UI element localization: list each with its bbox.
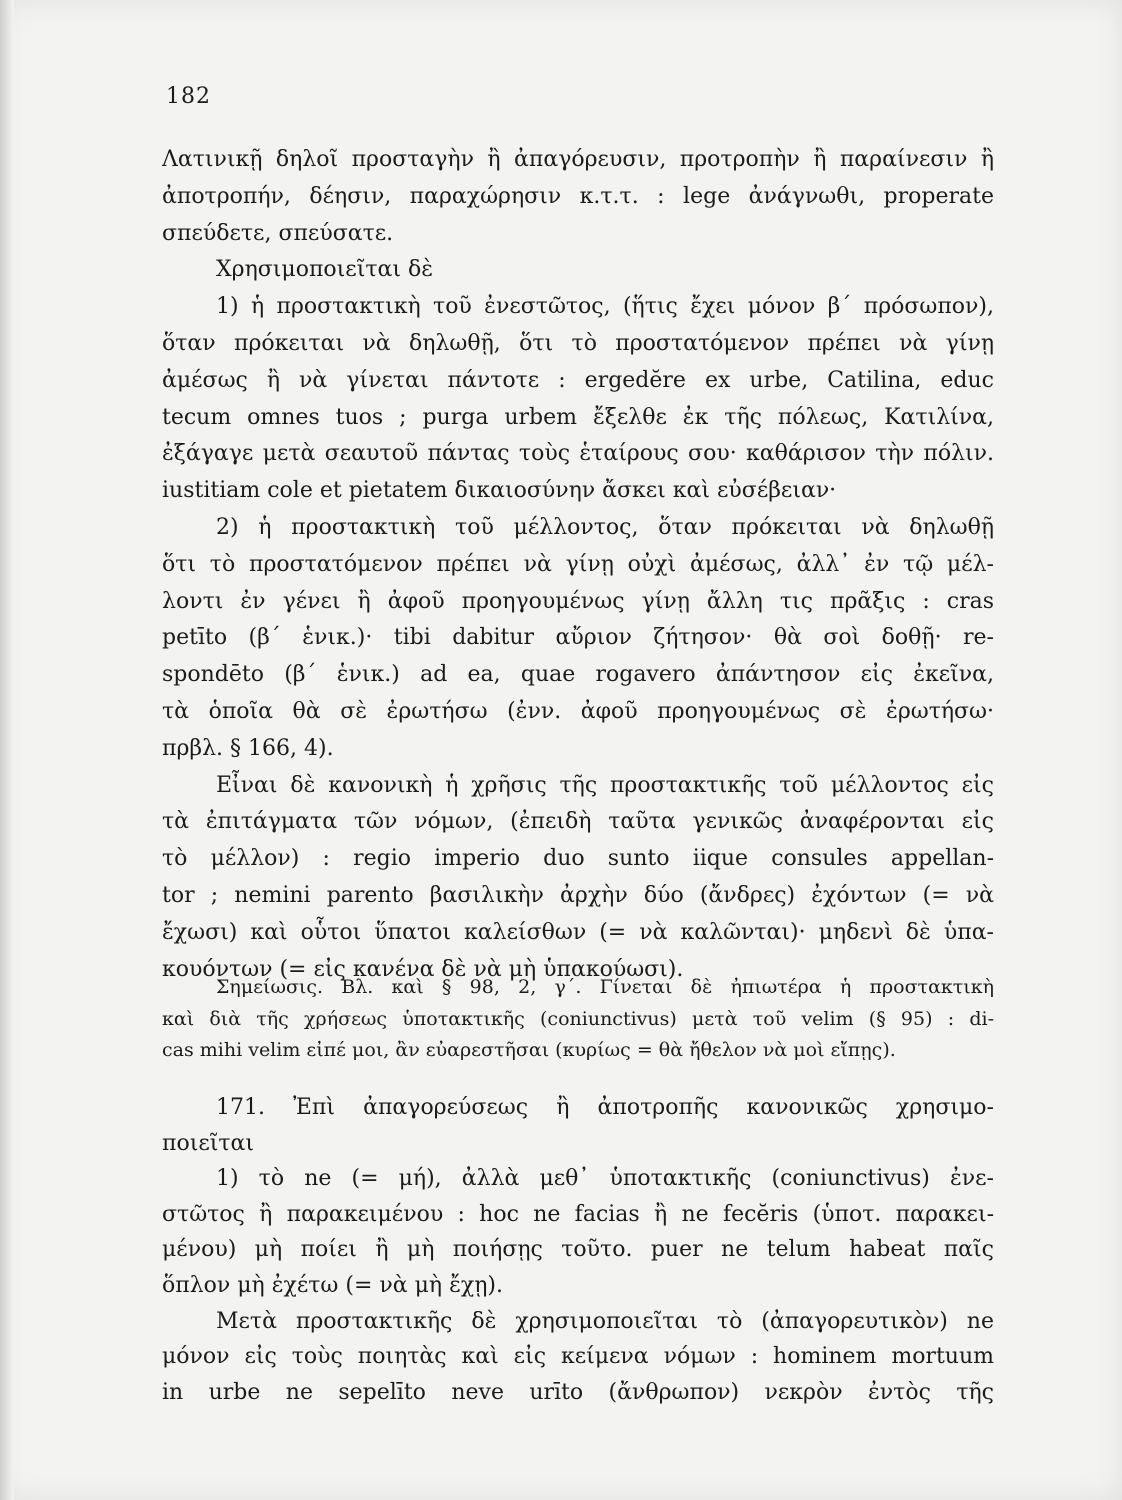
- text-line: λοντι ἐν γένει ἢ ἀφοῦ προηγουμένως γίνῃ ἄλλη τις πρᾶξις : cras: [162, 588, 994, 614]
- text-line: ἐξάγαγε μετὰ σεαυτοῦ πάντας τοὺς ἑταίρους σου· καθάρισον τὴν πόλιν.: [162, 441, 994, 467]
- text-line: στῶτος ἢ παρακειμένου : hoc ne facias ἢ ne fecĕris (ὑποτ. παρακει-: [162, 1201, 994, 1227]
- text-line: Μετὰ προστακτικῆς δὲ χρησιμοποιεῖται τὸ (ἀπαγορευτικὸν) ne: [216, 1308, 994, 1334]
- main-text-block: [162, 142, 994, 988]
- text-line: ἔχωσι) καὶ οὗτοι ὕπατοι καλείσθων (= νὰ καλῶνται)· μηδενὶ δὲ ὑπα-: [162, 919, 994, 945]
- section-171-block: [162, 1090, 994, 1410]
- text-line: 171. Ἐπὶ ἀπαγορεύσεως ἢ ἀποτροπῆς κανονικῶς χρησιμο-: [216, 1095, 994, 1120]
- text-line: ὅταν πρόκειται νὰ δηλωθῇ, ὅτι τὸ προστατόμενον πρέπει νὰ γίνῃ: [162, 330, 994, 356]
- text-line: τὰ ἐπιτάγματα τῶν νόμων, (ἐπειδὴ ταῦτα γενικῶς ἀναφέρονται εἰς: [162, 809, 994, 835]
- text-line: tor ; nemini parento βασιλικὴν ἀρχὴν δύο (ἄνδρες) ἐχόντων (= νὰ: [162, 882, 994, 908]
- text-line: spondēto (β΄ ἑνικ.) ad ea, quae rogavero ἀπάντησον εἰς ἐκεῖνα,: [162, 662, 994, 688]
- note-block: [162, 972, 994, 1067]
- text-line: τὸ μέλλον) : regio imperio duo sunto iique consules appellan-: [162, 846, 994, 872]
- text-line: petīto (β΄ ἑνικ.)· tibi dabitur αὔριον ζήτησον· θὰ σοὶ δοθῇ· re-: [162, 625, 994, 651]
- text-line: Εἶναι δὲ κανονικὴ ἡ χρῆσις τῆς προστακτικῆς τοῦ μέλλοντος εἰς: [216, 772, 994, 798]
- text-line: ἀμέσως ἢ νὰ γίνεται πάντοτε : ergedĕre ex urbe, Catilina, educ: [162, 367, 994, 393]
- page-edge-shadow: [0, 0, 14, 1500]
- text-line: in urbe ne sepelīto neve urīto (ἄνθρωπον) νεκρὸν ἐντὸς τῆς: [162, 1379, 994, 1405]
- text-line: Λατινικῇ δηλοῖ προσταγὴν ἢ ἀπαγόρευσιν, προτροπὴν ἢ παραίνεσιν ἢ: [162, 147, 994, 172]
- text-line: 2) ἡ προστακτικὴ τοῦ μέλλοντος, ὅταν πρόκειται νὰ δηλωθῇ: [216, 514, 994, 540]
- note-line: cas mihi velim εἰπέ μοι, ἂν εὐαρεστῆσαι (κυρίως = θὰ ἤθελον νὰ μοὶ εἴπῃς).: [162, 1039, 896, 1061]
- text-line: ἀποτροπήν, δέησιν, παραχώρησιν κ.τ.τ. : lege ἀνάγνωθι, properate: [162, 183, 994, 209]
- text-line: 1) ἡ προστακτικὴ τοῦ ἐνεστῶτος, (ἥτις ἔχει μόνον β΄ πρόσωπον),: [216, 294, 994, 320]
- text-line: κουόντων (= εἰς κανένα δὲ νὰ μὴ ὑπακούωσι).: [162, 956, 684, 982]
- note-line: Σημείωσις. Βλ. καὶ § 98, 2, γ΄. Γίνεται δὲ ἠπιωτέρα ἡ προστακτικὴ: [216, 976, 994, 998]
- text-line: μένου) μὴ ποίει ἢ μὴ ποιήσῃς τοῦτο. puer ne telum habeat παῖς: [162, 1237, 994, 1263]
- page-number: 182: [166, 84, 211, 109]
- note-line: καὶ διὰ τῆς χρήσεως ὑποτακτικῆς (coniunctivus) μετὰ τοῦ velim (§ 95) : di-: [162, 1007, 994, 1030]
- text-line: πρβλ. § 166, 4).: [162, 735, 334, 761]
- text-line: iustitiam cole et pietatem δικαιοσύνην ἄσκει καὶ εὐσέβειαν·: [162, 478, 837, 504]
- text-line: τὰ ὁποῖα θὰ σὲ ἐρωτήσω (ἐνν. ἀφοῦ προηγουμένως σὲ ἐρωτήσω·: [162, 698, 994, 724]
- text-line: μόνον εἰς τοὺς ποιητὰς καὶ εἰς κείμενα νόμων : hominem mortuum: [162, 1344, 994, 1370]
- text-line: tecum omnes tuos ; purga urbem ἔξελθε ἐκ τῆς πόλεως, Κατιλίνα,: [162, 404, 994, 430]
- text-line: ὅτι τὸ προστατόμενον πρέπει νὰ γίνῃ οὐχὶ ἀμέσως, ἀλλ᾽ ἐν τῷ μέλ-: [162, 551, 994, 577]
- text-line: 1) τὸ ne (= μή), ἀλλὰ μεθ᾽ ὑποτακτικῆς (coniunctivus) ἐνε-: [216, 1166, 994, 1192]
- text-line: ποιεῖται: [162, 1130, 255, 1156]
- text-line: Χρησιμοποιεῖται δὲ: [216, 257, 434, 283]
- text-line: σπεύδετε, σπεύσατε.: [162, 220, 394, 246]
- text-line: ὅπλον μὴ ἐχέτω (= νὰ μὴ ἔχῃ).: [162, 1272, 503, 1298]
